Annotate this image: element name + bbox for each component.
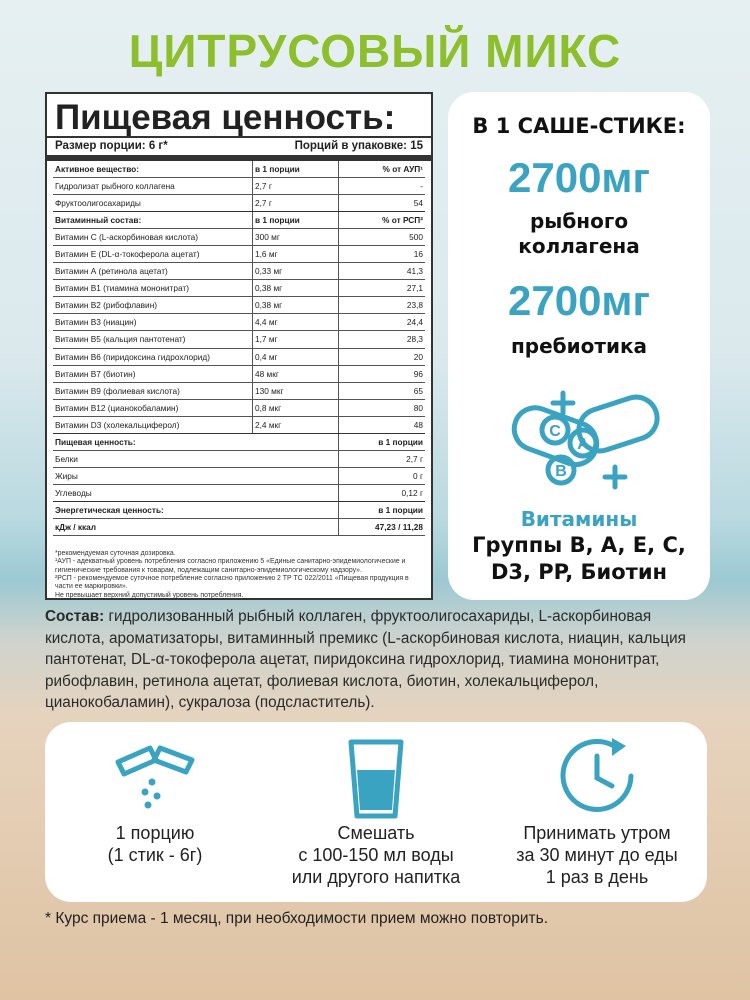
nutrient-percent: 28,3: [406, 334, 423, 345]
nutrient-percent: в 1 порции: [378, 436, 423, 447]
nutrient-name: Витамин В1 (тиамина мононитрат): [53, 280, 253, 296]
vitamin-b-letter: B: [555, 463, 567, 480]
table-row: [53, 263, 425, 280]
nutrient-percent: 0,12 г: [401, 487, 423, 498]
nutrient-amount: 2,7 г: [253, 195, 339, 211]
vitamins-title: Витамины: [520, 507, 638, 531]
vitamin-c-letter: C: [549, 423, 561, 440]
nutrient-percent: 96: [413, 368, 423, 379]
nutrient-name: Белки: [53, 451, 339, 467]
step-portion-line-2: (1 стик - 6г): [107, 845, 203, 865]
nutrient-percent: в 1 порции: [378, 504, 423, 515]
step-schedule-line-2: за 30 минут до еды: [516, 845, 678, 865]
nutrient-percent: 27,1: [406, 283, 423, 294]
table-row: [53, 451, 425, 468]
table-row: [53, 434, 425, 451]
note-line: *рекомендуемая суточная дозировка.: [55, 550, 176, 558]
collagen-label-2: коллагена: [518, 234, 640, 258]
note-line: ¹АУП - адекватный уровень потребления согласно приложению 5 «Единые санитарно-эпидемиологические и гигиенические требования к товарам, подлежащим санитарно-эпидемиологическому надзору».: [55, 558, 406, 574]
nutrient-amount: 300 мг: [253, 229, 339, 245]
clock-icon: [542, 730, 652, 822]
nutrient-amount: 1,6 мг: [253, 246, 339, 262]
glass-icon: [321, 730, 431, 822]
course-footnote: * Курс приема - 1 месяц, при необходимости прием можно повторить.: [45, 910, 549, 927]
vitamin-capsules-icon: [503, 385, 663, 500]
table-row: [53, 366, 425, 383]
nutrient-name: Витамин В12 (цианокобаламин): [53, 400, 253, 416]
nutrient-percent: 20: [413, 351, 423, 362]
step-mix-line-1: Смешать: [337, 823, 415, 843]
panel-heading: В 1 САШЕ-СТИКЕ:: [472, 114, 686, 138]
nutrient-percent: 24,4: [406, 317, 423, 328]
page-title: ЦИТРУСОВЫЙ МИКС: [128, 25, 622, 77]
nutrient-percent: 0 г: [413, 470, 423, 481]
table-row: [53, 229, 425, 246]
servings-per-pack: Порций в упаковке: 15: [294, 140, 423, 152]
table-row: [53, 417, 425, 434]
vitamins-line-1: Группы B, A, E, C,: [472, 533, 686, 557]
nutrient-name: Витамин В5 (кальция пантотенат): [53, 331, 253, 347]
step-mix-line-3: или другого напитка: [291, 867, 461, 887]
nutrient-percent: 23,8: [406, 300, 423, 311]
nutrient-name: Углеводы: [53, 485, 339, 501]
note-line: Не превышает верхний допустимый уровень потребления.: [55, 591, 244, 599]
nutrient-amount: 1,7 мг: [253, 331, 339, 347]
nutrient-amount: в 1 порции: [253, 161, 339, 177]
nutrient-percent: -: [420, 181, 423, 192]
composition-label: Состав:: [45, 608, 105, 625]
table-row: [53, 297, 425, 314]
nutrient-name: Жиры: [53, 468, 339, 484]
table-row: [53, 331, 425, 348]
nutrient-percent: 80: [413, 402, 423, 413]
prebiotic-label: пребиотика: [510, 334, 648, 358]
nutrient-percent: 54: [413, 198, 423, 209]
nutrition-notes: [53, 550, 425, 600]
nutrient-name: Витамин В2 (рибофлавин): [53, 297, 253, 313]
table-row: [53, 502, 425, 519]
table-row: [53, 383, 425, 400]
step-portion-line-1: 1 порцию: [115, 823, 195, 843]
nutrient-name: Активное вещество:: [53, 161, 253, 177]
nutrient-name: Витаминный состав:: [53, 212, 253, 228]
step-schedule-line-1: Принимать утром: [523, 823, 671, 843]
nutrient-percent: 41,3: [406, 266, 423, 277]
table-row: [53, 468, 425, 485]
nutrient-amount: 0,38 мг: [253, 280, 339, 296]
nutrient-name: Пищевая ценность:: [53, 434, 339, 450]
usage-steps: [45, 722, 707, 902]
nutrition-facts-table: [45, 92, 433, 600]
nutrient-percent: 48: [413, 419, 423, 430]
step-mix: [266, 722, 486, 888]
nutrient-amount: 2,7 г: [253, 178, 339, 194]
nutrient-amount: 0,8 мкг: [253, 400, 339, 416]
sachet-info-panel: [448, 92, 710, 600]
step-portion: [45, 722, 265, 866]
vitamins-groups: [448, 532, 710, 586]
nutrient-amount: 4,4 мг: [253, 314, 339, 330]
note-line: ²РСП - рекомендуемое суточное потребление согласно приложению 2 ТР ТС 022/2011 «Пищевая продукция в части ее маркировки».: [55, 574, 409, 591]
nutrition-heading: Пищевая ценность:: [47, 100, 431, 138]
nutrient-name: Витамин В6 (пиридоксина гидрохлорид): [53, 349, 253, 365]
nutrient-name: Витамин В7 (биотин): [53, 366, 253, 382]
collagen-amount: 2700мг: [508, 154, 650, 201]
nutrient-name: Витамин А (ретинола ацетат): [53, 263, 253, 279]
table-row: [53, 246, 425, 263]
nutrient-name: Витамин D3 (холекальциферол): [53, 417, 253, 433]
table-row: [53, 280, 425, 297]
nutrient-name: кДж / ккал: [53, 519, 339, 535]
nutrient-name: Витамин С (L-аскорбиновая кислота): [53, 229, 253, 245]
nutrient-percent: % от РСП²: [382, 215, 423, 226]
serving-size: Размер порции: 6 г*: [55, 140, 168, 152]
table-row: [53, 212, 425, 229]
nutrient-name: Гидролизат рыбного коллагена: [53, 178, 253, 194]
nutrient-percent: 2,7 г: [406, 453, 423, 464]
table-row: [53, 349, 425, 366]
serving-info: [47, 138, 431, 161]
table-row: [53, 519, 425, 536]
step-mix-line-2: с 100-150 мл воды: [298, 845, 454, 865]
step-schedule-line-3: 1 раз в день: [545, 867, 649, 887]
nutrient-amount: 0,33 мг: [253, 263, 339, 279]
nutrient-percent: 65: [413, 385, 423, 396]
nutrient-amount: 130 мкг: [253, 383, 339, 399]
step-schedule: [487, 722, 707, 888]
nutrient-name: Витамин Е (DL-α-токоферола ацетат): [53, 246, 253, 262]
nutrient-amount: 0,38 мг: [253, 297, 339, 313]
table-row: [53, 178, 425, 195]
table-row: [53, 161, 425, 178]
vitamins-line-2: D3, PP, Биотин: [490, 560, 668, 584]
nutrient-amount: 48 мкг: [253, 366, 339, 382]
composition: [45, 606, 715, 714]
nutrient-name: Фруктоолигосахариды: [53, 195, 253, 211]
nutrient-amount: 2,4 мкг: [253, 417, 339, 433]
collagen-label-1: рыбного: [529, 209, 629, 233]
nutrient-percent: 47,23 / 11,28: [375, 522, 423, 532]
nutrient-percent: 16: [413, 249, 423, 260]
table-row: [53, 400, 425, 417]
nutrient-amount: в 1 порции: [253, 212, 339, 228]
nutrient-percent: 500: [409, 232, 423, 243]
vitamin-a-letter: A: [577, 436, 589, 453]
nutrition-rows: [53, 161, 425, 536]
nutrient-amount: 0,4 мг: [253, 349, 339, 365]
table-row: [53, 485, 425, 502]
sachet-icon: [100, 730, 210, 822]
table-row: [53, 314, 425, 331]
table-row: [53, 195, 425, 212]
nutrient-name: Витамин В9 (фолиевая кислота): [53, 383, 253, 399]
prebiotic-amount: 2700мг: [508, 277, 650, 324]
nutrient-name: Витамин В3 (ниацин): [53, 314, 253, 330]
composition-text: гидролизованный рыбный коллаген, фруктоолигосахариды, L-аскорбиновая кислота, ароматизаторы, витаминный премикс (L-аскорбиновая кислота, ниацин, кальция пантотенат, DL-α-токоферола ацетат, пиридоксина гидрохлорид, тиамина мононитрат, рибофлавин, ретинола ацетат, фолиевая кислота, биотин, холекальциферол, цианокобаламин), сукралоза (подсластитель).: [45, 608, 686, 711]
nutrient-percent: % от АУП¹: [382, 164, 423, 175]
nutrient-name: Энергетическая ценность:: [53, 502, 339, 518]
